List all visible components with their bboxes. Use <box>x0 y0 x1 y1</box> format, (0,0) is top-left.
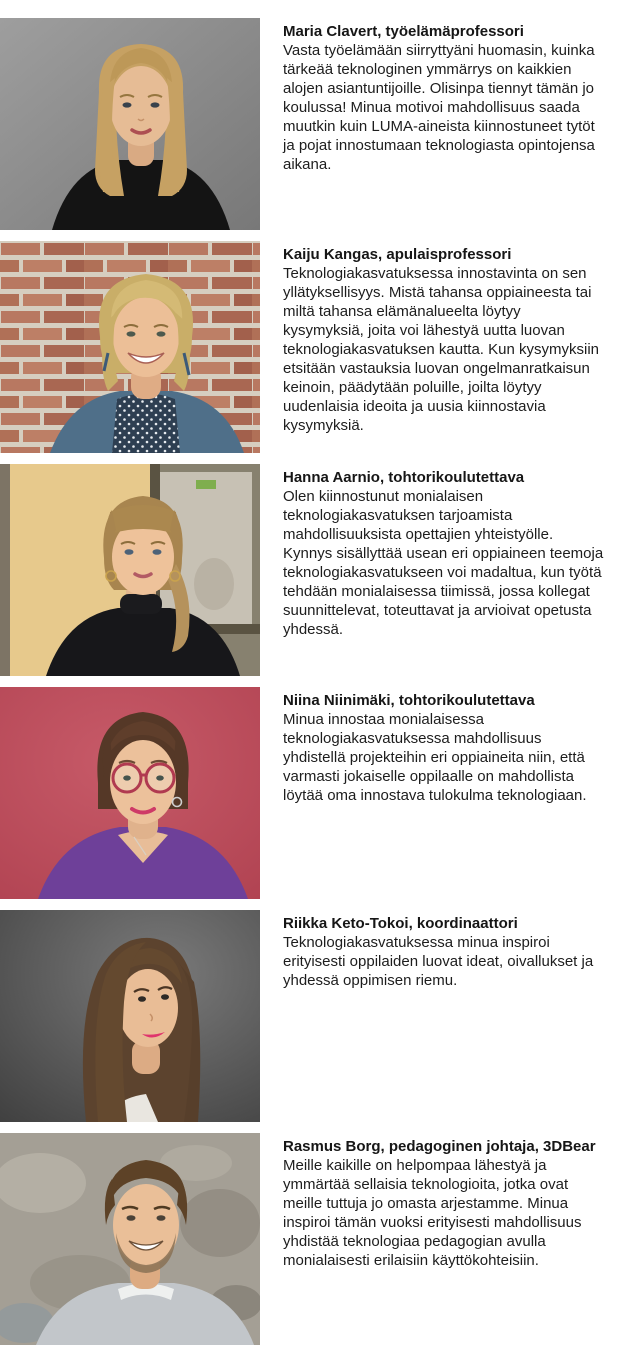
profile-card-niina-niinimaki <box>0 687 624 899</box>
profile-card-hanna-aarnio <box>0 464 624 676</box>
portrait-photo-maria-clavert <box>0 18 260 230</box>
profile-text-riikka-keto-tokoi <box>283 910 605 990</box>
profile-card-rasmus-borg <box>0 1133 624 1345</box>
profile-name-title: Kaiju Kangas, apulaisprofessori <box>283 246 512 263</box>
profile-bio: Teknologiakasvatuksessa minua inspiroi erityisesti oppilaiden luovat ideat, oivallukset ja yhdessä oppimisen riemu. <box>283 934 594 989</box>
portrait-photo-rasmus-borg <box>0 1133 260 1345</box>
profile-text-rasmus-borg <box>283 1133 605 1270</box>
profile-text-maria-clavert <box>283 18 605 174</box>
profile-bio: Olen kiinnostunut monialaisen teknologiakasvatuksen tarjoamista mahdollisuuksista opettajien yhteistyölle. Kynnys sisällyttää usean eri oppiaineen teemoja teknologiakasvatukseen voi madaltua, kun työtä tehdään monialaisessa tiimissä, jossa kollegat suunnittelevat, toteuttavat ja arvioivat opetusta yhdessä. <box>283 488 604 638</box>
profile-text-kaiju-kangas <box>283 241 605 435</box>
profile-name-title: Hanna Aarnio, tohtorikoulutettava <box>283 469 525 486</box>
profile-name-title: Niina Niinimäki, tohtorikoulutettava <box>283 692 535 709</box>
portrait-photo-riikka-keto-tokoi <box>0 910 260 1122</box>
profile-text-hanna-aarnio <box>283 464 605 639</box>
profile-bio: Meille kaikille on helpompaa lähestyä ja ymmärtää sellaisia teknologioita, jotka ovat meille tuttuja jo omasta arjestamme. Minua inspiroi tämän vuoksi erityisesti mahdollisuus yhdistää teknologiaa pedagogian avulla monialaisesti erilaisiin käyttökohteisiin. <box>283 1157 582 1269</box>
portrait-photo-kaiju-kangas <box>0 241 260 453</box>
profile-name-title: Riikka Keto-Tokoi, koordinaattori <box>283 915 518 932</box>
portrait-photo-niina-niinimaki <box>0 687 260 899</box>
profile-bio: Vasta työelämään siirryttyäni huomasin, kuinka tärkeää teknologinen ymmärrys on kaikkien alojen asiantuntijoille. Olisinpa tiennyt tämän jo koulussa! Minua motivoi mahdollisuus saada muutkin kuin LUMA-aineista kiinnostuneet tytöt ja pojat innostumaan teknologiasta opintojensa aikana. <box>283 42 595 173</box>
profile-bio: Minua innostaa monialaisessa teknologiakasvatuksessa mahdollisuus yhdistellä projekteihin eri oppiaineita niin, että varmasti jokaiselle oppilaalle on mahdollista löytää oma innostava tulokulma teknologiaan. <box>283 711 587 804</box>
profile-card-riikka-keto-tokoi <box>0 910 624 1122</box>
profile-name-title: Maria Clavert, työelämäprofessori <box>283 23 524 40</box>
portrait-photo-hanna-aarnio <box>0 464 260 676</box>
profile-name-title: Rasmus Borg, pedagoginen johtaja, 3DBear <box>283 1138 596 1155</box>
profile-text-niina-niinimaki <box>283 687 605 805</box>
profile-card-maria-clavert <box>0 18 624 230</box>
profile-card-kaiju-kangas <box>0 241 624 453</box>
profile-bio: Teknologiakasvatuksessa innostavinta on sen yllätyksellisyys. Mistä tahansa oppiaineesta tai miltä tahansa elämänalueelta löytyy kysymyksiä, joita voi lähestyä uutta luovan teknologiakasvatuksen kautta. Kun kysymyksiin etsitään vastauksia luovan ongelmanratkaisun keinoin, päädytään poluille, joilta löytyy uudenlaisia ideoita ja uusia kiinnostavia kysymyksiä. <box>283 265 599 434</box>
